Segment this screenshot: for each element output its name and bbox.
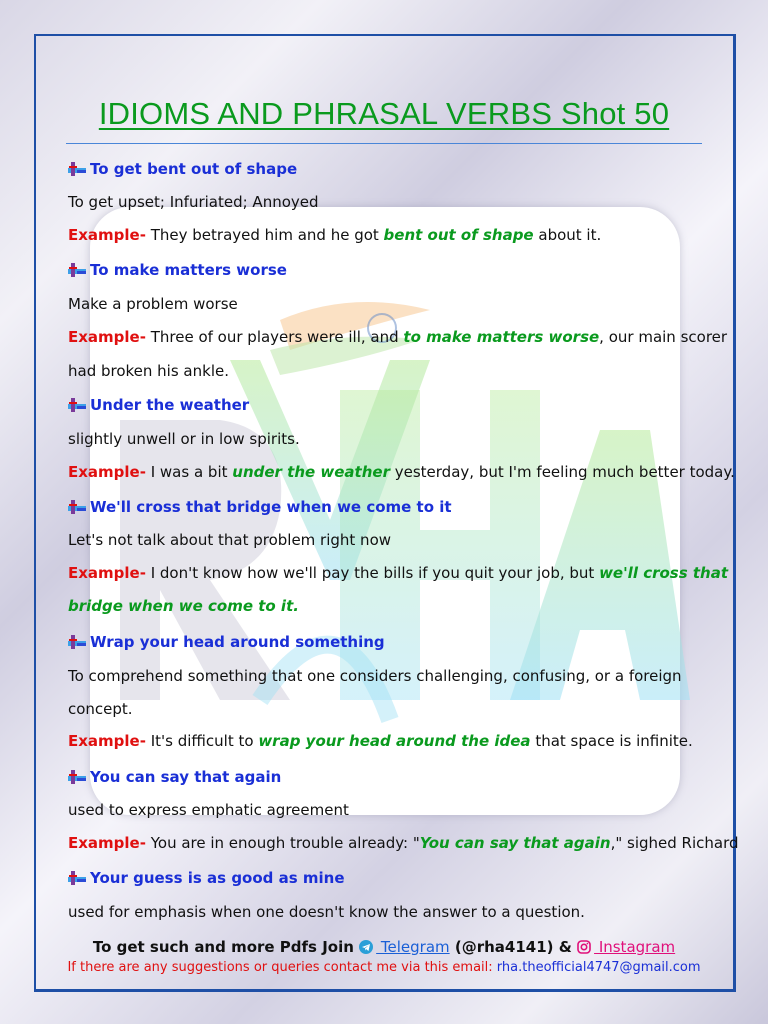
idiom-heading: To get bent out of shape (90, 160, 298, 178)
idiom-meaning: To get upset; Infuriated; Annoyed (68, 193, 319, 211)
example-text-end: about it. (533, 226, 602, 244)
idiom-heading: Under the weather (90, 396, 250, 414)
title-divider (66, 143, 702, 144)
example-text-end: that space is infinite. (530, 732, 693, 750)
idiom-meaning-line (68, 801, 349, 819)
example-highlight: bent out of shape (383, 226, 534, 244)
idiom-heading: You can say that again (90, 768, 282, 786)
idiom-heading-line (68, 869, 345, 887)
idiom-example-line (68, 328, 727, 346)
example-text-end: , our main scorer (599, 328, 728, 346)
idiom-meaning-line (68, 700, 133, 718)
example-highlight: under the weather (232, 463, 390, 481)
example-highlight: we'll cross that (599, 564, 729, 582)
idiom-meaning-line (68, 193, 319, 211)
idiom-heading-line (68, 498, 452, 516)
idiom-meaning: Make a problem worse (68, 295, 238, 313)
example-label: Example- (68, 834, 146, 852)
example-label: Example- (68, 732, 146, 750)
footer-join-text: To get such and more Pdfs Join (92, 938, 360, 956)
idiom-meaning: used to express emphatic agreement (68, 801, 349, 819)
idiom-heading: To make matters worse (90, 261, 287, 279)
example-text: They betrayed him and he got (145, 226, 384, 244)
idiom-meaning: used for emphasis when one doesn't know the answer to a question. (68, 903, 585, 921)
footer-contact (0, 960, 768, 975)
pin-bullet-icon (68, 869, 88, 885)
pin-bullet-icon (68, 633, 88, 649)
pin-bullet-icon (68, 768, 88, 784)
telegram-icon (359, 940, 373, 954)
pin-bullet-icon (68, 160, 88, 176)
telegram-link[interactable] (359, 938, 450, 956)
example-label: Example- (68, 463, 146, 481)
page-title: IDIOMS AND PHRASAL VERBS Shot 50 (98, 96, 670, 131)
footer-contact-text: If there are any suggestions or queries contact me via this email: (67, 960, 497, 975)
example-highlight: wrap your head around the idea (258, 732, 531, 750)
footer-handle: (@rha4141) & (449, 938, 578, 956)
instagram-icon (577, 940, 591, 954)
example-text-end: yesterday, but I'm feeling much better today. (389, 463, 735, 481)
idiom-example-line (68, 834, 739, 852)
idiom-heading-line (68, 633, 385, 651)
example-text: It's difficult to (145, 732, 259, 750)
example-text-cont: had broken his ankle. (68, 362, 229, 380)
idiom-example-line (68, 463, 735, 481)
instagram-label: Instagram (594, 938, 676, 956)
example-text: I was a bit (145, 463, 233, 481)
idiom-heading-line (68, 396, 249, 414)
pin-bullet-icon (68, 396, 88, 412)
example-text: Three of our players were ill, and (145, 328, 404, 346)
idiom-meaning-line (68, 667, 682, 685)
idiom-example-line (68, 362, 229, 380)
idiom-heading-line (68, 768, 281, 786)
idiom-heading: We'll cross that bridge when we come to it (90, 498, 452, 516)
footer-join (0, 938, 768, 956)
example-highlight: You can say that again (419, 834, 611, 852)
example-text: You are in enough trouble already: " (145, 834, 420, 852)
idiom-heading-line (68, 160, 297, 178)
telegram-label: Telegram (376, 938, 450, 956)
example-text-end: ," sighed Richard (610, 834, 739, 852)
idiom-example-line (68, 564, 728, 582)
example-label: Example- (68, 328, 146, 346)
idiom-example-line (68, 597, 299, 615)
pin-bullet-icon (68, 498, 88, 514)
pin-bullet-icon (68, 261, 88, 277)
idiom-example-line (68, 226, 601, 244)
example-highlight-cont: bridge when we come to it. (68, 597, 299, 615)
idiom-meaning-cont: concept. (68, 700, 133, 718)
example-label: Example- (68, 226, 146, 244)
idiom-meaning: To comprehend something that one considers challenging, confusing, or a foreign (68, 667, 682, 685)
example-highlight: to make matters worse (403, 328, 600, 346)
idiom-meaning: slightly unwell or in low spirits. (68, 430, 300, 448)
example-label: Example- (68, 564, 146, 582)
idiom-meaning-line (68, 295, 238, 313)
idiom-meaning: Let's not talk about that problem right now (68, 531, 392, 549)
instagram-link[interactable] (577, 938, 675, 956)
idiom-heading-line (68, 261, 287, 279)
idiom-heading: Wrap your head around something (90, 633, 385, 651)
idiom-example-line (68, 732, 693, 750)
email-link[interactable]: rha.theofficial4747@gmail.com (496, 960, 701, 975)
idiom-meaning-line (68, 903, 585, 921)
example-text: I don't know how we'll pay the bills if you quit your job, but (145, 564, 600, 582)
idiom-meaning-line (68, 430, 300, 448)
idiom-meaning-line (68, 531, 391, 549)
idiom-heading: Your guess is as good as mine (90, 869, 345, 887)
